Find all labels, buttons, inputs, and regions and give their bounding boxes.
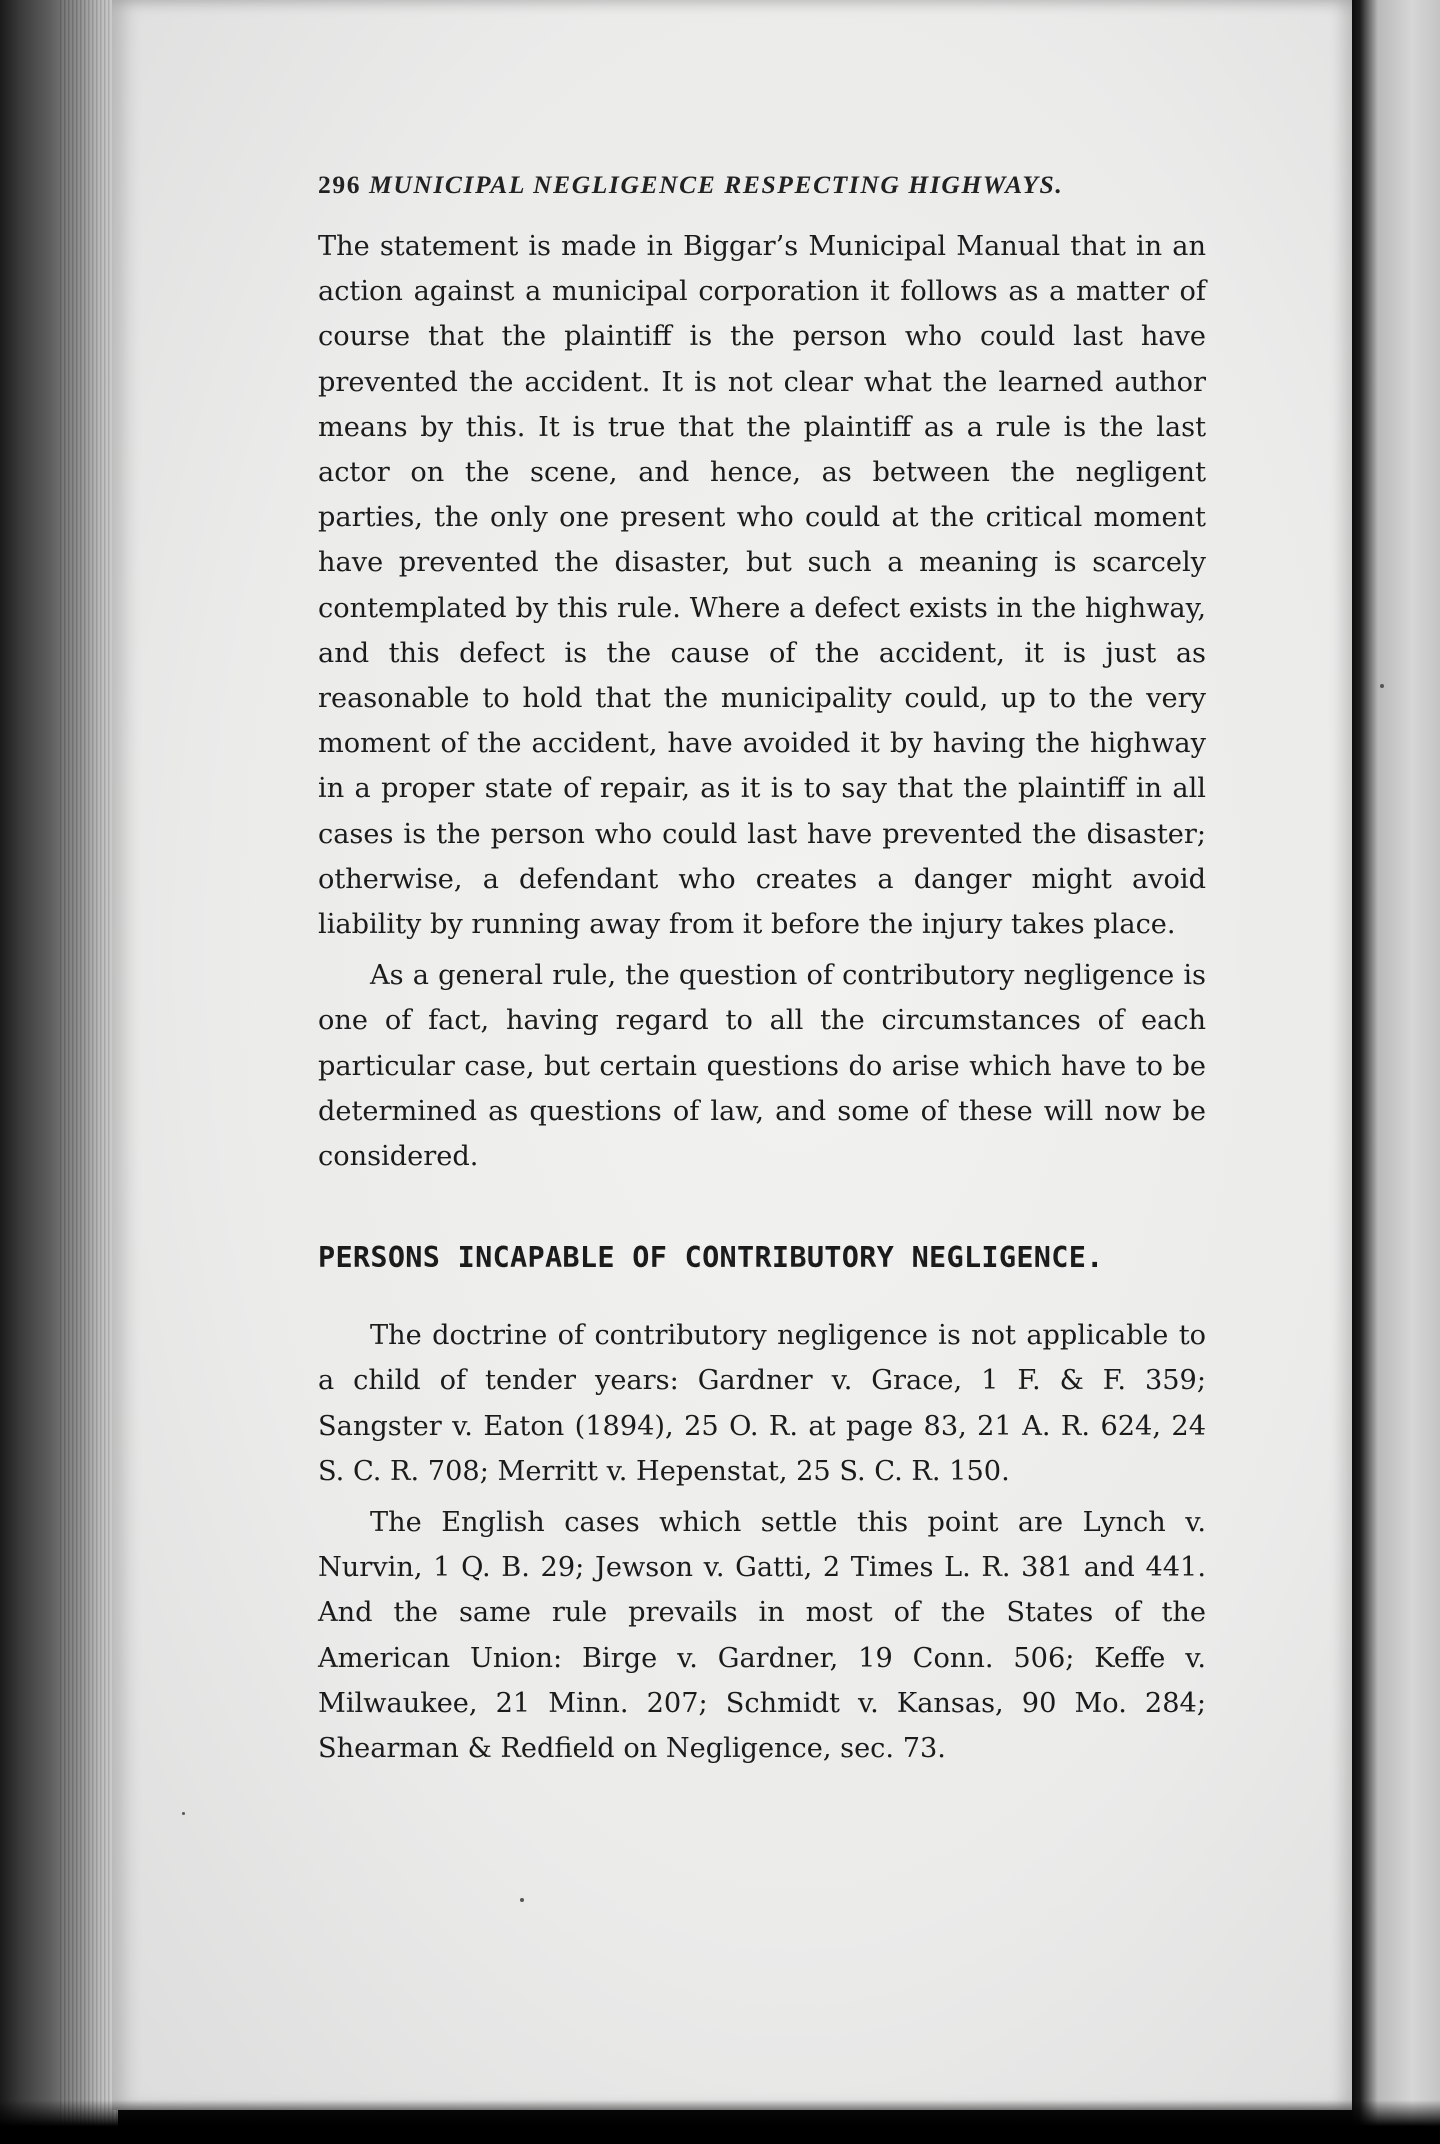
- running-head-title: MUNICIPAL NEGLIGENCE RESPECTING HIGHWAYS.: [369, 170, 1064, 199]
- page-stack-lines: [60, 0, 118, 2144]
- page-number: 296: [318, 170, 362, 199]
- running-head: [318, 170, 1206, 200]
- left-book-edge: [0, 0, 118, 2144]
- body-paragraph: The statement is made in Biggar’s Municipal Manual that in an action against a municipal corporation it follows as a matter of course that the plaintiff is the person who could last have prevented the accident. It is not clear what the learned author means by this. It is true that the plaintiff as a rule is the last actor on the scene, and hence, as between the negligent parties, the only one present who could at the critical moment have prevented the disaster, but such a meaning is scarcely contemplated by this rule. Where a defect exists in the highway, and this defect is the cause of the accident, it is just as reasonable to hold that the municipality could, up to the very moment of the accident, have avoided it by having the highway in a proper state of repair, as it is to say that the plaintiff in all cases is the person who could last have prevented the disaster; otherwise, a defendant who creates a danger might avoid liability by running away from it before the injury takes place.: [318, 231, 1206, 941]
- page-text: [318, 170, 1206, 1771]
- body-paragraph: The English cases which settle this point are Lynch v. Nurvin, 1 Q. B. 29; Jewson v. Gatti, 2 Times L. R. 381 and 441. And the same rule prevails in most of the States of the American Union: Birge v. Gardner, 19 Conn. 506; Keffe v. Milwaukee, 21 Minn. 207; Schmidt v. Kansas, 90 Mo. 284; Shearman & Redfield on Negligence, sec. 73.: [318, 1507, 1206, 1765]
- dust-speck: [182, 1812, 185, 1815]
- bottom-shadow: [0, 2100, 1440, 2144]
- dust-speck: [520, 1898, 524, 1902]
- dust-speck: [1380, 684, 1384, 688]
- body-paragraph: As a general rule, the question of contributory negligence is one of fact, having regard to all the circumstances of each particular case, but certain questions do arise which have to be determined as questions of law, and some of these will now be considered.: [318, 960, 1206, 1173]
- section-heading: PERSONS INCAPABLE OF CONTRIBUTORY NEGLIGENCE.: [318, 1241, 1104, 1275]
- right-page-edge: [1352, 0, 1440, 2144]
- body-paragraph: The doctrine of contributory negligence is not applicable to a child of tender years: Gardner v. Grace, 1 F. & F. 359; Sangster v. Eaton (1894), 25 O. R. at page 83, 21 A. R. 624, 24 S. C. R. 708; Merritt v. Hepenstat, 25 S. C. R. 150.: [318, 1320, 1206, 1487]
